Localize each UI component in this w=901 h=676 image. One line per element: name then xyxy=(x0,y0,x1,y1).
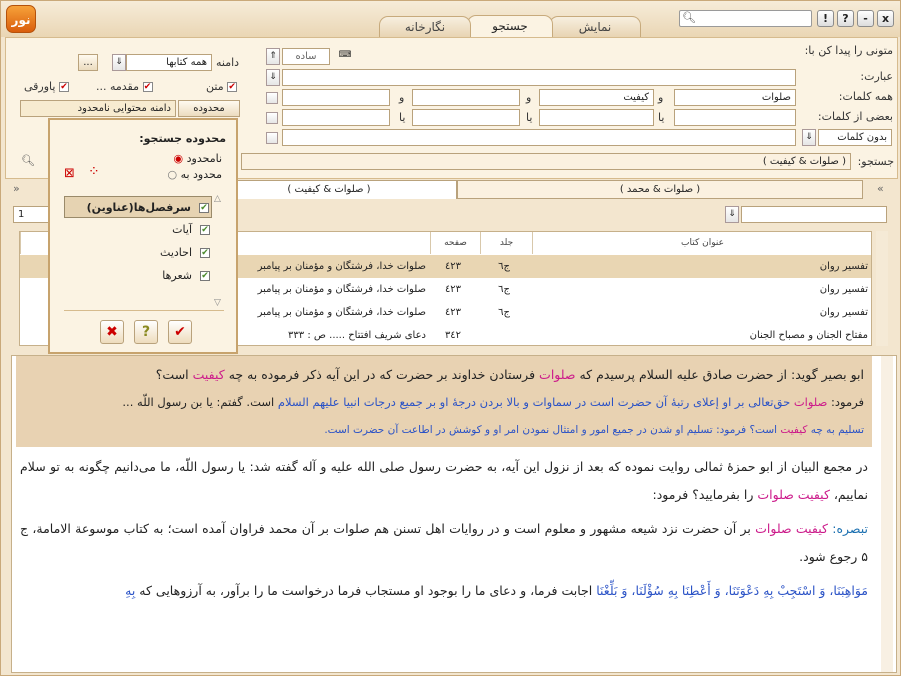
text-pane xyxy=(11,355,897,673)
page-number-input[interactable]: 1 xyxy=(13,206,49,223)
paragraph-2: فرمود: صلوات حق‌تعالی بر او إعلای رتبهٔ آن حضرت است در سماوات و بالا بردن درجهٔ او بر جمیع درجات انبیا علیهم السلام است. گفتم: یا بن رسول اللّه ... xyxy=(122,395,864,409)
tab-search[interactable]: جستجو xyxy=(467,15,553,38)
matn-option[interactable]: ✔ متن xyxy=(206,80,236,93)
close-button[interactable]: x xyxy=(877,10,894,27)
search-range-popup xyxy=(48,118,238,354)
some-words-input-2[interactable] xyxy=(539,109,654,126)
some-words-input-4[interactable] xyxy=(282,109,390,126)
cell-vol xyxy=(480,324,532,347)
range-item-label: سرفصل‌ها(عناوین) xyxy=(86,201,191,214)
search-mode-select[interactable]: ساده xyxy=(282,48,330,65)
paragraph-5: تبصره: کیفیت صلوات بر آن حضرت نزد شیعه مشهور و معلوم است و در روایات اهل تسنن هم صلوات بر آن محمد فراوان آمده است؛ به کتاب موسوعة الامامة، ج ۵ رجوع شود. xyxy=(20,521,868,564)
range-item[interactable] xyxy=(64,242,212,264)
and-label: و xyxy=(658,91,664,104)
cell-page: ٤٢٣ xyxy=(444,307,462,318)
all-words-input-4[interactable] xyxy=(282,89,390,106)
minimize-button[interactable]: - xyxy=(857,10,874,27)
keyboard-icon[interactable]: ⌨ xyxy=(338,50,352,60)
limited-radio[interactable]: محدود به ○ xyxy=(167,168,222,181)
content-range-field: دامنه محتوايی نامحدود xyxy=(20,100,176,117)
paragraph-6: مَوَاهِبَنَا، وَ اسْتَجِبْ بِهِ دَعْوَتَنَا، وَ أَعْطِنَا بِهِ سُؤْلَنَا، وَ بَلِّغْنَا اجابت فرما، و دعای ما را بوجود او مستجاب فرما درخواست ما را برآور، به آرزوهایی که بِهِ xyxy=(125,583,868,598)
tab-display[interactable]: نمایش xyxy=(549,16,641,37)
or-label: یا xyxy=(526,111,533,124)
tabs-scroll-left-icon[interactable]: « xyxy=(13,182,20,195)
highlighted-block xyxy=(16,356,872,447)
or-label: یا xyxy=(399,111,406,124)
cell-page: ٤٢٣ xyxy=(444,261,462,272)
some-words-checkbox[interactable] xyxy=(266,112,278,124)
popup-scroll-down-icon[interactable]: ▽ xyxy=(214,298,221,308)
none-words-checkbox[interactable] xyxy=(266,132,278,144)
results-dropdown[interactable]: ⇓ xyxy=(725,206,739,223)
header-volume[interactable]: جلد xyxy=(480,232,532,254)
paragraph-4: در مجمع البیان از ابو حمزهٔ ثمالی روایت نموده که بعد از نزول این آیه، به حضرت رسول صلی الله علیه و آله گفته شد: یا رسول اللّه، ما می‌دانیم چگونه به تو سلام نماییم، کیفیت صلوات را بفرمایید؟ فرمود: xyxy=(20,459,868,502)
checkbox-icon[interactable]: ✔ xyxy=(201,225,209,235)
phrase-label: عبارت: xyxy=(860,70,893,83)
quick-search-input[interactable] xyxy=(679,10,812,27)
popup-cancel-button[interactable]: ✖ xyxy=(100,320,124,344)
find-texts-label: متونی را پیدا کن با: xyxy=(804,44,893,57)
all-words-input-2[interactable]: کیفیت xyxy=(539,89,654,106)
all-words-checkbox[interactable] xyxy=(266,92,278,104)
alert-button[interactable]: ! xyxy=(817,10,834,27)
app-logo[interactable]: نور xyxy=(6,5,36,33)
history-tab-2[interactable]: ( صلوات & کیفیت ) xyxy=(201,180,457,199)
cell-book: تفسیر روان xyxy=(819,307,868,318)
find-icon[interactable]: 🔍︎ xyxy=(21,154,35,167)
search-icon: 🔍︎ xyxy=(682,11,696,24)
search-label: جستجو: xyxy=(857,155,894,168)
collapse-all-icon[interactable]: ⊠ xyxy=(64,166,75,181)
all-words-label: همه کلمات: xyxy=(838,90,893,103)
header-book[interactable]: عنوان کتاب xyxy=(532,232,872,254)
range-item[interactable] xyxy=(64,265,212,287)
cell-title: صلوات خدا، فرشتگان و مؤمنان بر پیامبر xyxy=(257,261,426,272)
results-scrollbar[interactable] xyxy=(876,231,888,346)
and-label: و xyxy=(399,91,405,104)
cell-vol: ج٦ xyxy=(498,284,510,295)
paragraph-3: تسلیم به چه کیفیت است؟ فرمود: تسلیم او شدن در جمیع امور و امتثال نمودن امر او و کوشش در اطاعت آن حضرت است. xyxy=(324,424,864,436)
and-label: و xyxy=(526,91,532,104)
cell-title: صلوات خدا، فرشتگان و مؤمنان بر پیامبر xyxy=(257,307,426,318)
help-button[interactable]: ? xyxy=(837,10,854,27)
popup-help-button[interactable]: ? xyxy=(134,320,158,344)
cell-title: صلوات خدا، فرشتگان و مؤمنان بر پیامبر xyxy=(257,284,426,295)
cell-book: مفتاح الجنان و مصباح الجنان xyxy=(749,330,868,341)
range-item[interactable] xyxy=(64,196,212,218)
popup-title: محدوده جستجو: xyxy=(139,132,226,145)
phrase-dropdown[interactable]: ⇓ xyxy=(266,69,280,86)
popup-ok-button[interactable]: ✔ xyxy=(168,320,192,344)
or-label: یا xyxy=(658,111,665,124)
unlimited-radio[interactable]: نامحدود ◉ xyxy=(173,152,222,165)
checkbox-icon[interactable]: ✔ xyxy=(201,248,209,258)
cell-book: تفسیر روان xyxy=(819,284,868,295)
tabs-scroll-right-icon[interactable]: » xyxy=(877,182,884,195)
none-words-input[interactable] xyxy=(282,129,796,146)
history-tab-1[interactable]: ( صلوات & محمد ) xyxy=(457,180,863,199)
moqaddame-option[interactable]: ✔ مقدمه ... xyxy=(96,80,152,93)
none-words-select[interactable]: بدون کلمات xyxy=(818,129,892,146)
some-words-input-3[interactable] xyxy=(412,109,520,126)
tab-gallery[interactable]: نگارخانه xyxy=(379,16,471,37)
scope-more-button[interactable]: ... xyxy=(78,54,98,71)
none-words-dropdown[interactable]: ⇓ xyxy=(802,129,816,146)
pavaraqi-option[interactable]: ✔ پاورقی xyxy=(24,80,68,93)
range-item-label: شعرها xyxy=(162,269,192,282)
popup-scroll-up-icon[interactable]: △ xyxy=(214,194,221,204)
scope-dropdown[interactable]: ⇓ xyxy=(112,54,126,71)
some-words-input-1[interactable] xyxy=(674,109,796,126)
scope-select[interactable]: همه کتابها xyxy=(126,54,212,71)
some-words-label: بعضی از کلمات: xyxy=(817,110,893,123)
all-words-input-1[interactable]: صلوات xyxy=(674,89,796,106)
results-filter-input[interactable] xyxy=(741,206,887,223)
search-query-field[interactable]: ( صلوات & کیفیت ) xyxy=(241,153,851,170)
title-bar xyxy=(1,1,900,37)
search-range-button[interactable]: محدوده xyxy=(178,100,240,117)
range-item-label: احادیث xyxy=(160,246,192,259)
cell-page: ٤٢٣ xyxy=(444,284,462,295)
scope-label: دامنه xyxy=(216,56,240,69)
cell-page: ٣٤٢ xyxy=(444,330,462,341)
cell-book: تفسیر روان xyxy=(819,261,868,272)
cell-vol: ج٦ xyxy=(498,307,510,318)
range-item[interactable] xyxy=(64,219,212,241)
header-page[interactable]: صفحه xyxy=(430,232,480,254)
range-item-label: آیات xyxy=(172,223,192,236)
paragraph-1: ابو بصیر گوید: از حضرت صادق علیه السلام پرسیدم که صلوات فرستادن خداوند بر حضرت که در این آیه ذکر فرموده به چه کیفیت است؟ xyxy=(155,367,864,382)
text-scrollbar[interactable] xyxy=(881,356,893,672)
checkbox-icon[interactable]: ✔ xyxy=(200,203,208,213)
all-words-input-3[interactable] xyxy=(412,89,520,106)
expand-icon[interactable]: ⇑ xyxy=(266,48,280,65)
cell-vol: ج٦ xyxy=(498,261,510,272)
cell-title: دعای شریف افتتاح ..... ص : ٣٣٣ xyxy=(288,330,426,341)
select-all-icon[interactable]: ⁘ xyxy=(88,164,100,180)
checkbox-icon[interactable]: ✔ xyxy=(201,271,209,281)
phrase-input[interactable] xyxy=(282,69,796,86)
